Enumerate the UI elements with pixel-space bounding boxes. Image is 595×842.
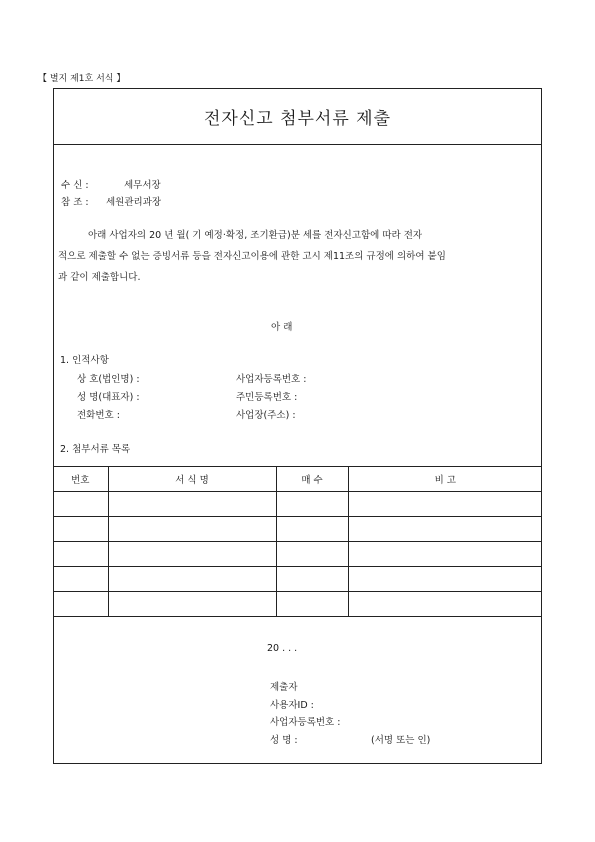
- cell-count[interactable]: [276, 492, 348, 517]
- cell-remarks[interactable]: [348, 567, 542, 592]
- recipient-to-label: 수 신 :: [61, 180, 89, 191]
- table-row: [53, 592, 542, 617]
- attachments-table: [53, 466, 542, 617]
- cell-form-name[interactable]: [108, 592, 276, 617]
- name-label: 성 명 :: [270, 735, 298, 746]
- cell-remarks[interactable]: [348, 492, 542, 517]
- cell-form-name[interactable]: [108, 542, 276, 567]
- document-title: 전자신고 첨부서류 제출: [203, 109, 392, 129]
- cell-count[interactable]: [276, 592, 348, 617]
- table-row: [53, 517, 542, 542]
- cell-count[interactable]: [276, 542, 348, 567]
- cell-number[interactable]: [53, 517, 108, 542]
- field-company-name: 상 호(법인명) :: [77, 374, 140, 385]
- cell-form-name[interactable]: [108, 492, 276, 517]
- table-row: [53, 492, 542, 517]
- field-phone: 전화번호 :: [77, 410, 120, 421]
- cell-form-name[interactable]: [108, 517, 276, 542]
- col-header-form-name: 서 식 명: [108, 467, 276, 492]
- field-biz-reg-no: 사업자등록번호 :: [236, 374, 307, 385]
- cell-number[interactable]: [53, 492, 108, 517]
- submission-date: 20 . . .: [267, 643, 298, 654]
- user-id-label: 사용자ID :: [270, 700, 314, 711]
- submitter-label: 제출자: [270, 682, 298, 693]
- cell-count[interactable]: [276, 567, 348, 592]
- below-heading: 아 래: [271, 322, 293, 333]
- body-line-3: 과 같이 제출합니다.: [58, 272, 141, 283]
- recipient-ref-label: 참 조 :: [61, 197, 89, 208]
- body-line-2: 적으로 제출할 수 없는 증빙서류 등을 전자신고이용에 관한 고시 제11조의 규정에 의하여 붙임: [58, 251, 446, 262]
- table-row: [53, 567, 542, 592]
- cell-form-name[interactable]: [108, 567, 276, 592]
- recipient-to-value: 세무서장: [124, 180, 161, 191]
- cell-number[interactable]: [53, 592, 108, 617]
- biz-reg-no-label: 사업자등록번호 :: [270, 717, 341, 728]
- cell-remarks[interactable]: [348, 542, 542, 567]
- cell-number[interactable]: [53, 542, 108, 567]
- body-line-1: 아래 사업자의 20 년 월( 기 예정·확정, 조기환급)분 세를 전자신고함에 따라 전자: [88, 230, 423, 241]
- recipient-ref-value: 세원관리과장: [106, 197, 162, 208]
- table-row: [53, 542, 542, 567]
- cell-number[interactable]: [53, 567, 108, 592]
- form-label: 【 별지 제1호 서식 】: [38, 74, 126, 84]
- table-header-row: [53, 467, 542, 492]
- field-resident-no: 주민등록번호 :: [236, 392, 298, 403]
- cell-count[interactable]: [276, 517, 348, 542]
- col-header-number: 번호: [53, 467, 108, 492]
- section2-heading: 2. 첨부서류 목록: [60, 444, 131, 455]
- field-representative: 성 명(대표자) :: [77, 392, 140, 403]
- cell-remarks[interactable]: [348, 592, 542, 617]
- col-header-count: 매 수: [276, 467, 348, 492]
- title-row: [54, 89, 541, 145]
- cell-remarks[interactable]: [348, 517, 542, 542]
- section1-heading: 1. 인적사항: [60, 355, 109, 366]
- field-address: 사업장(주소) :: [236, 410, 296, 421]
- col-header-remarks: 비 고: [348, 467, 542, 492]
- signature-hint: (서명 또는 인): [371, 735, 431, 746]
